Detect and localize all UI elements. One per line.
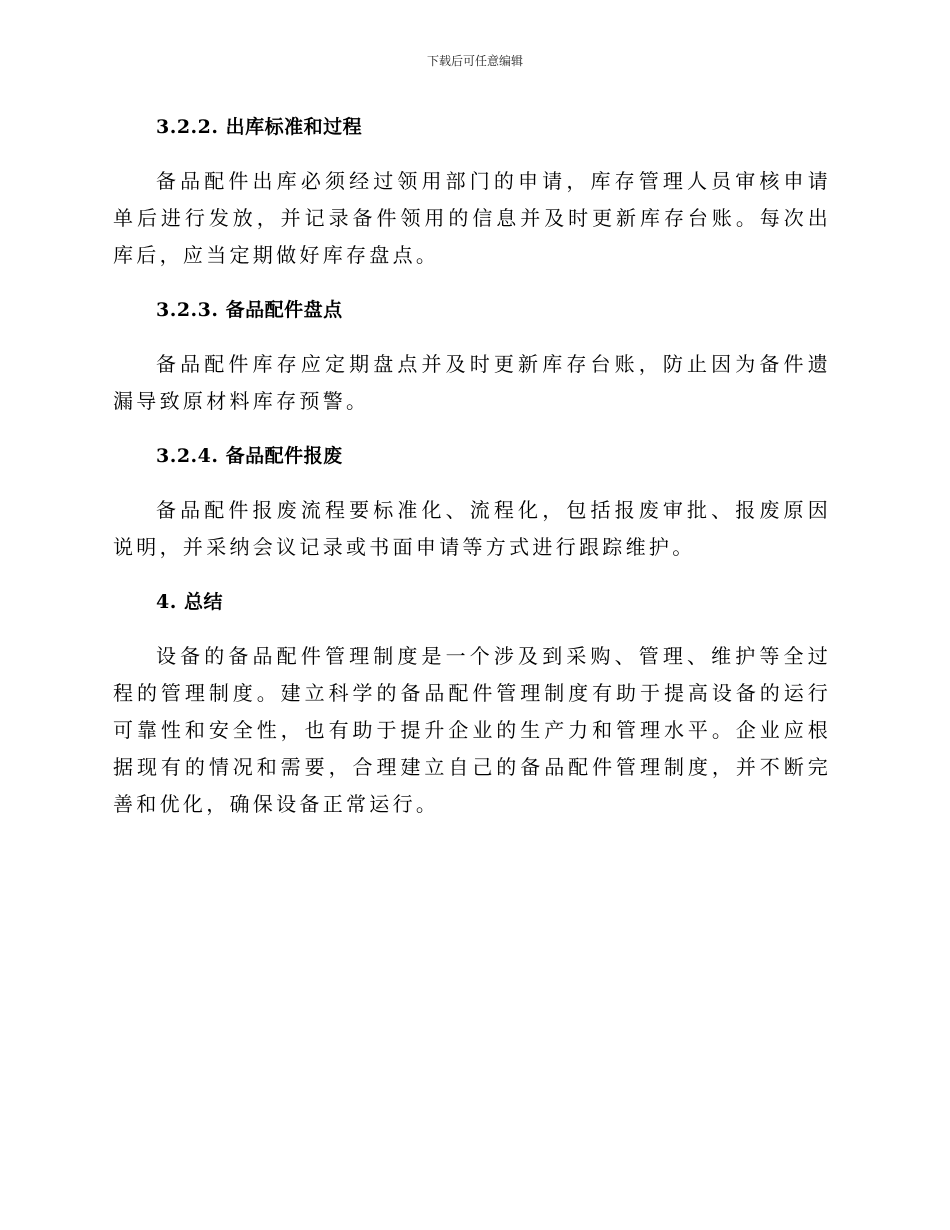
section-paragraph-4-summary: 设备的备品配件管理制度是一个涉及到采购、管理、维护等全过程的管理制度。建立科学的备品配件管理制度有助于提高设备的运行可靠性和安全性，也有助于提升企业的生产力和管理水平。企业应根据现有的情况和需要，合理建立自己的备品配件管理制度，并不断完善和优化，确保设备正常运行。 — [113, 644, 831, 816]
section-heading-3-2-4: 3.2.4. 备品配件报废 — [156, 445, 343, 467]
section-paragraph-3-2-2: 备品配件出库必须经过领用部门的申请，库存管理人员审核申请单后进行发放，并记录备件领用的信息并及时更新库存台账。每次出库后，应当定期做好库存盘点。 — [113, 169, 831, 267]
section-paragraph-3-2-4: 备品配件报废流程要标准化、流程化，包括报废审批、报废原因说明，并采纳会议记录或书面申请等方式进行跟踪维护。 — [113, 498, 831, 559]
section-heading-3-2-2: 3.2.2. 出库标准和过程 — [156, 116, 363, 138]
section-heading-3-2-3: 3.2.3. 备品配件盘点 — [156, 299, 343, 321]
section-heading-4-summary: 4. 总结 — [156, 591, 223, 613]
header-note: 下载后可任意编辑 — [426, 54, 523, 68]
section-paragraph-3-2-3: 备品配件库存应定期盘点并及时更新库存台账，防止因为备件遗漏导致原材料库存预警。 — [113, 352, 831, 413]
document-body — [113, 108, 831, 823]
